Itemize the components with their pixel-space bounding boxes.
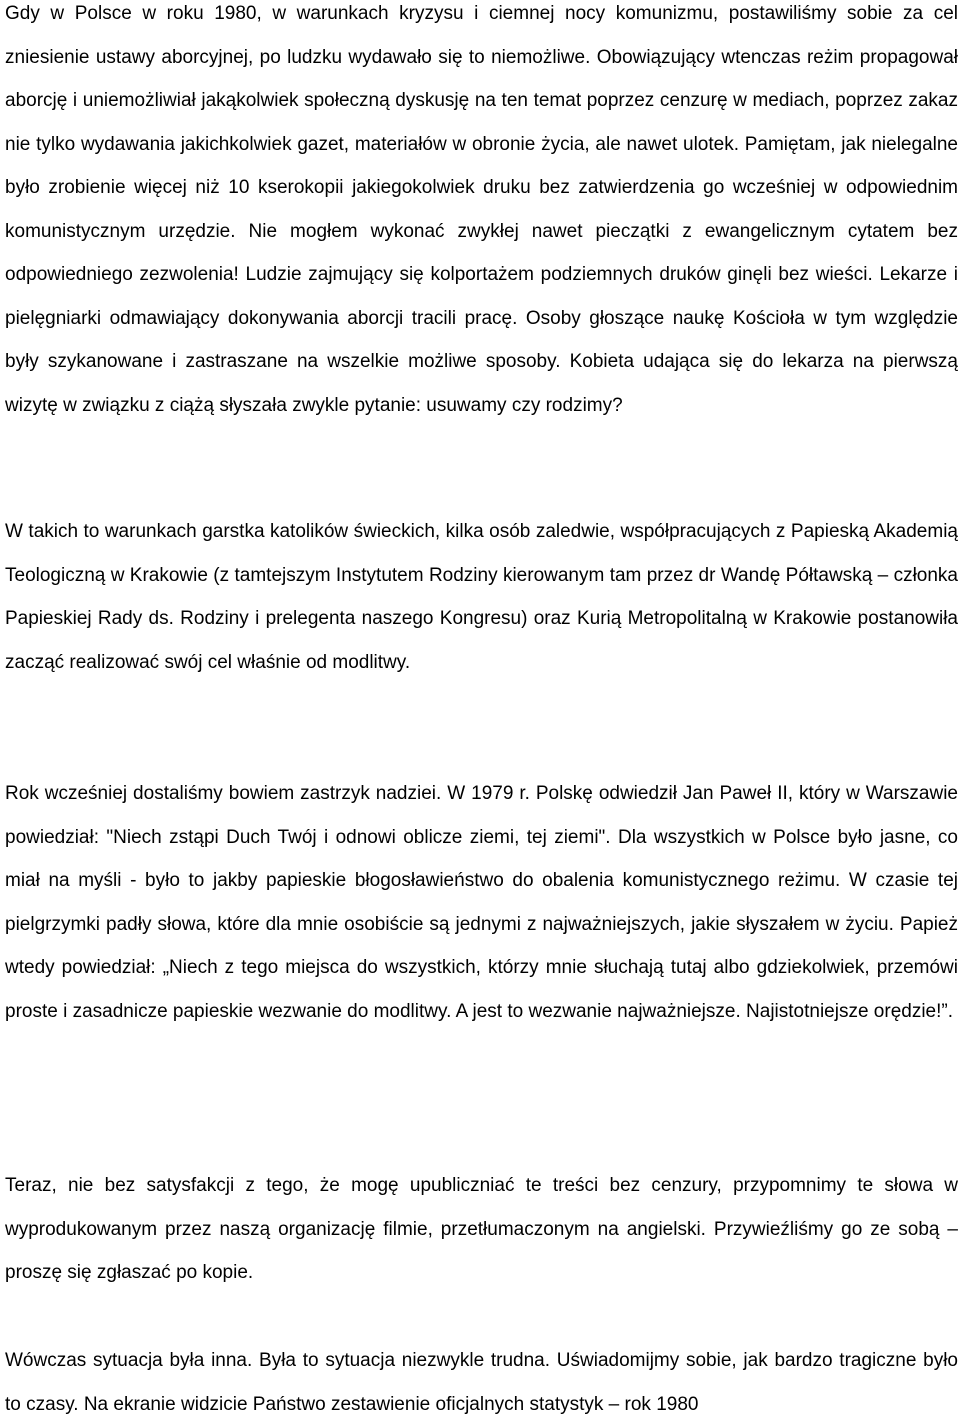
paragraph-film-translation: Teraz, nie bez satysfakcji z tego, że mogę upubliczniać te treści bez cenzury, przypomnimy te słowa w wyprodukowanym przez naszą organizację filmie, przetłumaczonym na angielski. Przywieźliśmy go ze sobą – proszę się zgłaszać po kopie. — [5, 1175, 958, 1283]
paragraph-situation-statistics: Wówczas sytuacja była inna. Była to sytuacja niezwykle trudna. Uświadomijmy sobie, jak bardzo tragiczne było to czasy. Na ekranie widzicie Państwo zestawienie oficjalnych statystyk – rok 1980 — [5, 1350, 958, 1415]
paragraph-1980-abortion-law: Gdy w Polsce w roku 1980, w warunkach kryzysu i ciemnej nocy komunizmu, postawiliśmy sobie za cel zniesienie ustawy aborcyjnej, po ludzku wydawało się to niemożliwe. Obowiązujący wtenczas reżim propagował aborcję i uniemożliwiał jakąkolwiek społeczną dyskusję na ten temat poprzez cenzurę w mediach, poprzez zakaz nie tylko wydawania jakichkolwiek gazet, materiałów w obronie życia, ale nawet ulotek. Pamiętam, jak nielegalne było zrobienie więcej niż 10 kserokopii jakiegokolwiek druku bez zatwierdzenia go wcześniej w odpowiednim komunistycznym urzędzie. Nie mogłem wykonać zwykłej nawet pieczątki z ewangelicznym cytatem bez odpowiedniego zezwolenia! Ludzie zajmujący się kolportażem podziemnych druków ginęli bez wieści. Lekarze i pielęgniarki odmawiający dokonywania aborcji tracili pracę. Osoby głoszące naukę Kościoła w tym względzie były szykanowane i zastraszane na wszelkie możliwe sposoby. Kobieta udająca się do lekarza na pierwszą wizytę w związku z ciążą słyszała zwykle pytanie: usuwamy czy rodzimy? — [5, 3, 958, 416]
paragraph-pope-visit-1979: Rok wcześniej dostaliśmy bowiem zastrzyk nadziei. W 1979 r. Polskę odwiedził Jan Paweł II, który w Warszawie powiedział: "Niech zstąpi Duch Twój i odnowi oblicze ziemi, tej ziemi". Dla wszystkich w Polsce było jasne, co miał na myśli - było to jakby papieskie błogosławieństwo do obalenia komunistycznego reżimu. W czasie tej pielgrzymki padły słowa, które dla mnie osobiście są jednymi z najważniejszych, jakie słyszałem w życiu. Papież wtedy powiedział: „Niech z tego miejsca do wszystkich, którzy mnie słuchają tutaj albo gdziekolwiek, przemówi proste i zasadnicze papieskie wezwanie do modlitwy. A jest to wezwanie najważniejsze. Najistotniejsze orędzie!”. — [5, 783, 958, 1022]
paragraph-catholic-group: W takich to warunkach garstka katolików świeckich, kilka osób zaledwie, współpracujących z Papieską Akademią Teologiczną w Krakowie (z tamtejszym Instytutem Rodziny kierowanym tam przez dr Wandę Półtawską – członka Papieskiej Rady ds. Rodziny i prelegenta naszego Kongresu) oraz Kurią Metropolitalną w Krakowie postanowiła zacząć realizować swój cel właśnie od modlitwy. — [5, 521, 958, 673]
